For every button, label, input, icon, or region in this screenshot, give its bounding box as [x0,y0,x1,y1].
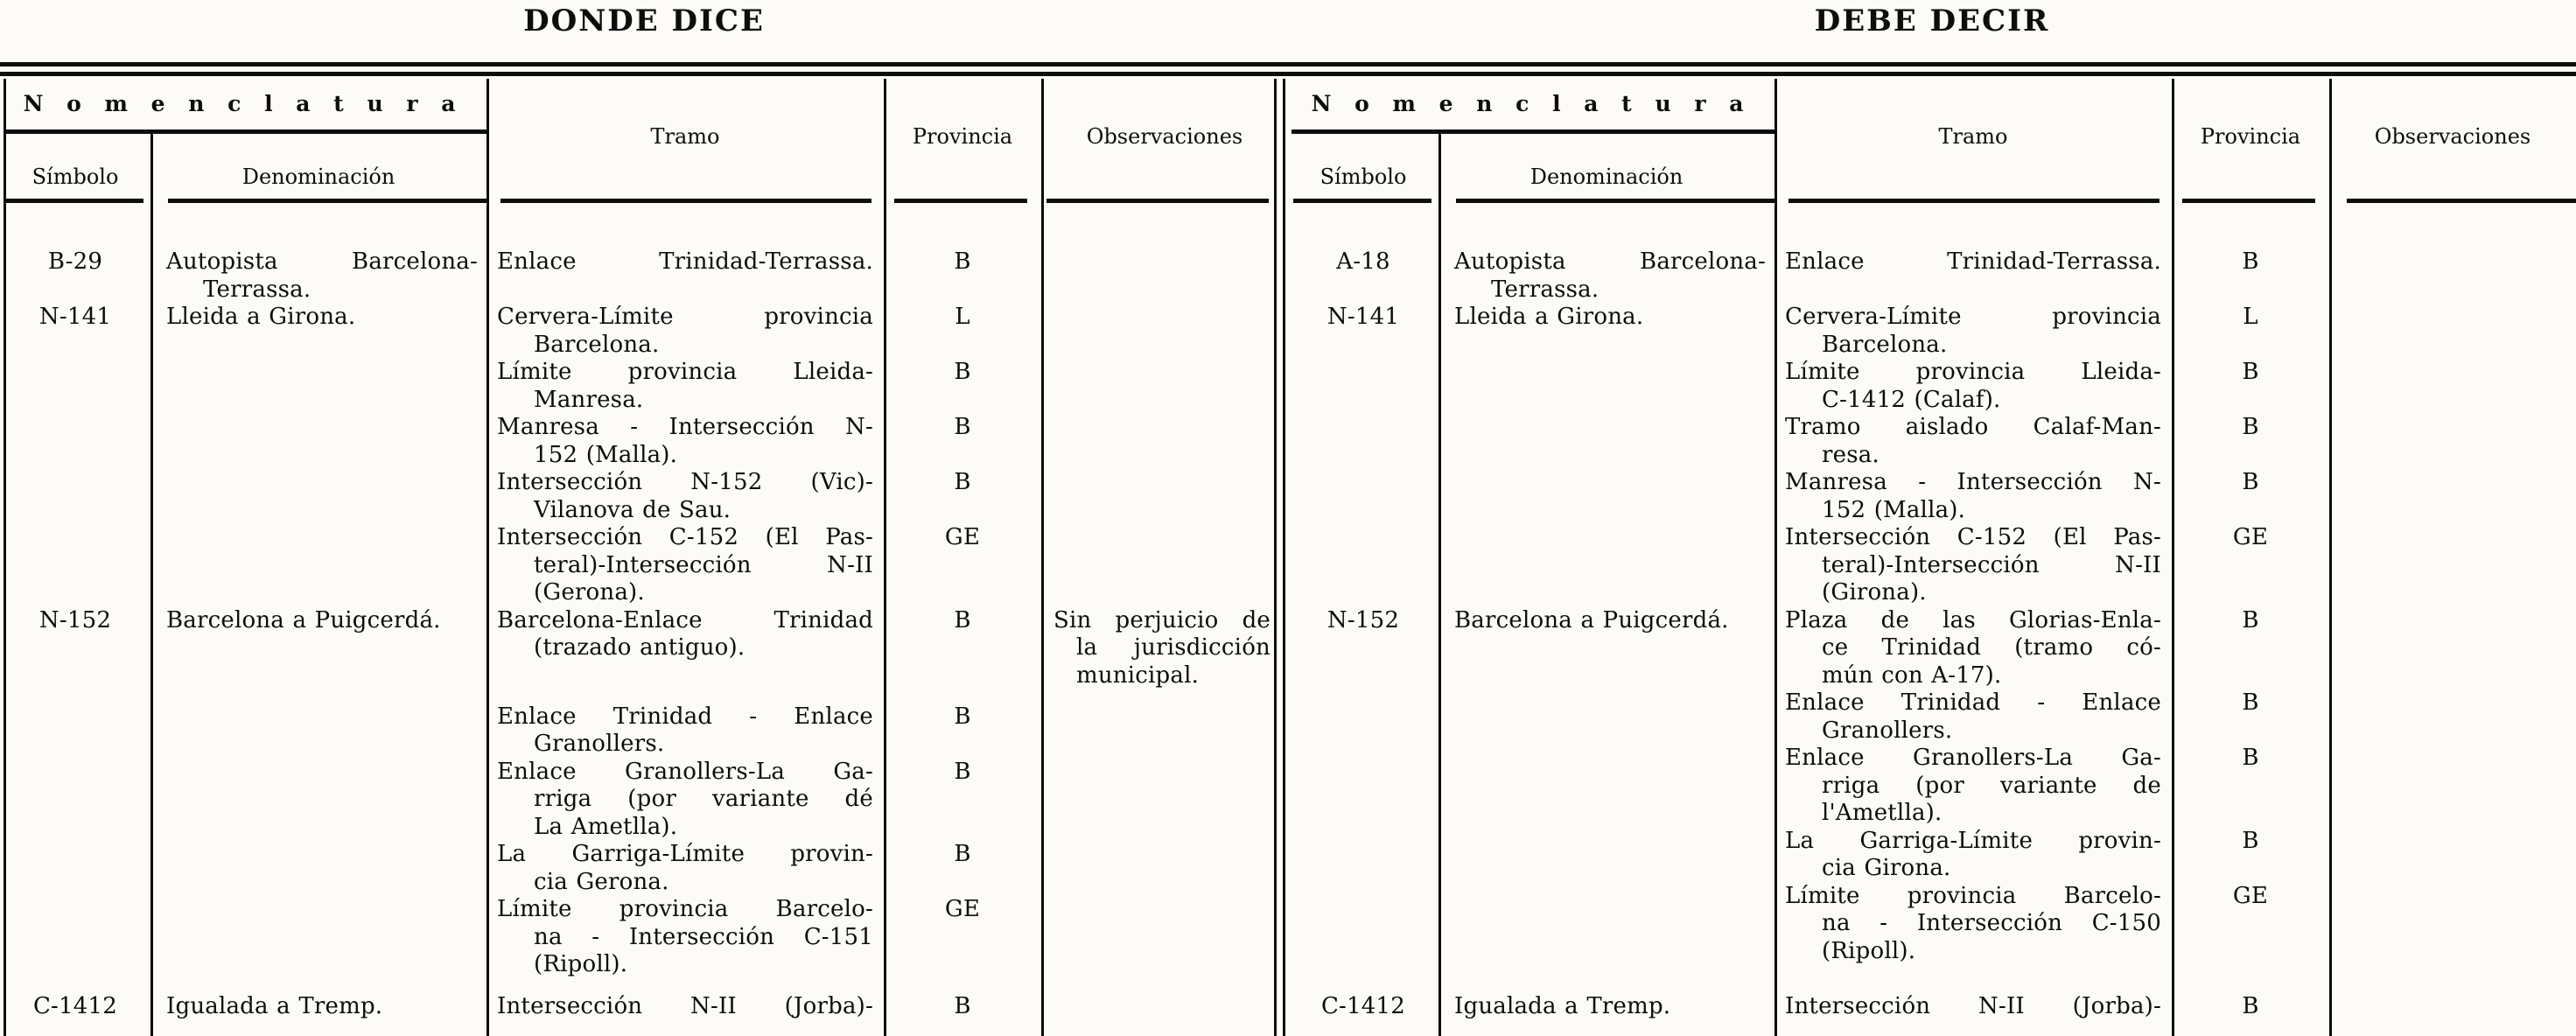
provincia-observaciones-separator [1041,79,1044,1036]
tramo-line: C-1412 (Calaf). [1822,386,2001,413]
denominacion-line: Igualada a Tremp. [166,992,383,1019]
tramo-line: na - Intersección C-151 [534,923,873,950]
denominacion-header: Denominación [242,164,396,189]
tramo-line: Vilanova de Sau. [534,496,732,523]
simbolo-cell: A-18 [1336,248,1390,275]
provincia-cell: B [954,841,971,868]
tramo-header: Tramo [650,124,720,149]
provincia-observaciones-separator [2329,79,2332,1036]
tramo-line: mún con A-17). [1822,662,2002,689]
tramo-line: ce Trinidad (tramo có- [1822,634,2161,661]
tramo-line: 152 (Malla). [534,441,678,468]
tramo-line: Granollers. [534,731,665,758]
tramo-line: (Gerona). [534,579,645,606]
header-underline [168,199,486,203]
tramo-line: (trazado antiguo). [534,634,746,661]
simbolo-denominacion-separator [150,131,153,1036]
nomenclatura-header: N o m e n c l a t u r a [23,91,464,116]
tramo-line: Enlace Granollers-La Ga- [497,758,873,785]
tramo-line: rriga (por variante dé [534,786,873,813]
tramo-line: Intersección N-152 (Vic)- [497,469,873,495]
nomenclatura-underline [1292,130,1774,134]
tramo-line: Intersección N-II (Jorba)- [1785,992,2161,1019]
tramo-line: cia Gerona. [534,868,669,895]
provincia-cell: GE [944,524,981,550]
tramo-line: Intersección C-152 (El Pas- [497,524,873,550]
provincia-cell: B [954,703,971,730]
provincia-cell: L [955,304,970,330]
tramo-line: (Ripoll). [1822,937,1916,964]
denominacion-header: Denominación [1530,164,1684,189]
provincia-cell: B [954,606,971,634]
denominacion-line: Terrassa. [1491,276,1600,303]
observaciones-header: Observaciones [2374,124,2531,149]
simbolo-cell: N-141 [1326,304,1400,330]
nomenclatura-underline [4,130,486,134]
tramo-line: Tramo aislado Calaf-Man- [1785,414,2161,440]
provincia-header: Provincia [912,124,1013,149]
denominacion-line: Lleida a Girona. [166,304,356,330]
tramo-line: rriga (por variante de [1822,772,2161,799]
provincia-header: Provincia [2200,124,2301,149]
tramo-line: cia Girona. [1822,855,1951,881]
tramo-line: teral)-Intersección N-II [534,551,873,578]
simbolo-header: Símbolo [32,164,119,189]
denominacion-line: Igualada a Tremp. [1454,992,1671,1019]
observaciones-line: la jurisdicción [1076,634,1270,661]
tramo-line: Enlace Granollers-La Ga- [1785,745,2161,771]
tramo-line: Manresa. [534,386,644,413]
provincia-cell: B [2242,359,2259,385]
simbolo-cell: N-141 [38,304,112,330]
denominacion-line: Autopista Barcelona- [166,248,478,275]
header-underline [2182,199,2315,203]
tramo-line: Barcelona. [1822,331,1948,358]
simbolo-cell: C-1412 [1320,992,1406,1019]
header-underline [1293,199,1432,203]
tramo-line: Límite provincia Lleida- [1785,359,2161,385]
simbolo-cell: N-152 [1326,606,1400,634]
provincia-cell: GE [2232,524,2269,550]
denominacion-line: Terrassa. [203,276,312,303]
denominacion-line: Lleida a Girona. [1454,304,1644,330]
tramo-line: Intersección N-II (Jorba)- [497,992,873,1019]
tramo-provincia-separator [884,79,886,1036]
tramo-line: resa. [1822,441,1880,468]
tramo-line: Barcelona. [534,331,660,358]
denominacion-line: Barcelona a Puigcerdá. [1454,606,1729,634]
tramo-line: Límite provincia Barcelo- [497,896,873,923]
header-underline [894,199,1027,203]
tramo-line: (Ripoll). [534,951,628,978]
tramo-line: Manresa - Intersección N- [1785,469,2161,495]
tramo-line: (Girona). [1822,579,1927,606]
provincia-cell: B [2242,469,2259,495]
tramo-line: Límite provincia Barcelo- [1785,882,2161,909]
header-underline [500,199,872,203]
tramo-line: Granollers. [1822,717,1953,744]
provincia-cell: B [2242,414,2259,440]
provincia-cell: B [954,248,971,275]
tramo-line: Cervera-Límite provincia [497,304,873,330]
provincia-cell: L [2243,304,2258,330]
header-underline [5,199,144,203]
header-underline [2347,199,2576,203]
observaciones-header: Observaciones [1086,124,1243,149]
tramo-line: Enlace Trinidad - Enlace [1785,690,2161,716]
simbolo-cell: C-1412 [32,992,118,1019]
tramo-line: Barcelona-Enlace Trinidad [497,606,873,634]
debe-decir-title: DEBE DECIR [1814,4,2050,38]
tramo-header: Tramo [1938,124,2008,149]
tramo-line: Manresa - Intersección N- [497,414,873,440]
provincia-cell: GE [944,896,981,923]
tramo-line: Enlace Trinidad-Terrassa. [497,248,873,275]
denominacion-tramo-separator [486,79,489,1036]
tramo-line: Plaza de las Glorias-Enla- [1785,606,2161,634]
table-debe-decir [1288,0,2576,1036]
center-double-rule-1 [1274,79,1277,1036]
provincia-cell: B [954,992,971,1019]
tramo-line: 152 (Malla). [1822,496,1966,523]
provincia-cell: B [954,414,971,440]
nomenclatura-header: N o m e n c l a t u r a [1311,91,1752,116]
provincia-cell: B [2242,745,2259,771]
header-underline [1046,199,1269,203]
observaciones-line: municipal. [1076,662,1200,689]
provincia-cell: B [954,359,971,385]
tramo-line: Enlace Trinidad-Terrassa. [1785,248,2161,275]
simbolo-header: Símbolo [1320,164,1407,189]
denominacion-tramo-separator [1774,79,1777,1036]
donde-dice-title: DONDE DICE [523,4,765,38]
provincia-cell: B [2242,992,2259,1019]
table-left-border [4,79,6,1036]
denominacion-line: Autopista Barcelona- [1454,248,1766,275]
tramo-line: Cervera-Límite provincia [1785,304,2161,330]
simbolo-cell: N-152 [38,606,112,634]
tramo-line: Intersección C-152 (El Pas- [1785,524,2161,550]
tramo-line: La Garriga-Límite provin- [497,841,873,868]
simbolo-denominacion-separator [1438,131,1441,1036]
provincia-cell: B [2242,690,2259,716]
tramo-line: teral)-Intersección N-II [1822,551,2161,578]
header-underline [1788,199,2160,203]
provincia-cell: B [954,469,971,495]
observaciones-line: Sin perjuicio de [1054,606,1270,634]
tramo-line: Límite provincia Lleida- [497,359,873,385]
center-double-rule-2 [1283,79,1285,1036]
tramo-line: na - Intersección C-150 [1822,910,2161,936]
denominacion-line: Barcelona a Puigcerdá. [166,606,441,634]
tramo-line: l'Ametlla). [1822,800,1942,826]
provincia-cell: B [954,758,971,785]
header-underline [1456,199,1774,203]
provincia-cell: B [2242,606,2259,634]
tramo-line: La Garriga-Límite provin- [1785,827,2161,854]
provincia-cell: B [2242,827,2259,854]
provincia-cell: GE [2232,882,2269,909]
simbolo-cell: B-29 [47,248,103,275]
provincia-cell: B [2242,248,2259,275]
tramo-line: Enlace Trinidad - Enlace [497,703,873,730]
tramo-line: La Ametlla). [534,813,678,840]
